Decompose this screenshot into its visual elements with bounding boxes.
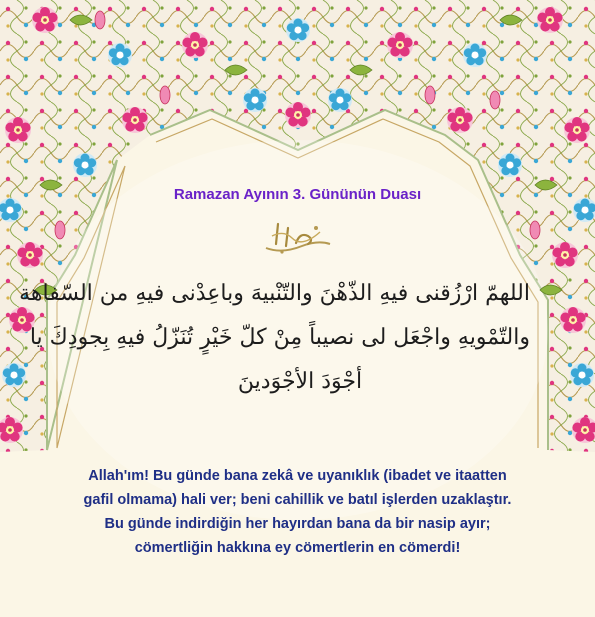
arabic-dua-text <box>19 272 530 404</box>
translation-line: gafil olmama) hali ver; beni cahillik ve batıl işlerden uzaklaştır. <box>83 492 512 508</box>
translation-line: cömertliğin hakkına ey cömertlerin en cömerdi! <box>134 540 461 556</box>
arabic-line: اللهمّ ارْزُقنى فيهِ الذّهْنَ والتّنْبيهَ وباعِدْنى فيهِ من السّفاهة <box>19 281 530 306</box>
translation-line: Allah'ım! Bu günde bana zekâ ve uyanıklık (ibadet ve itaatten <box>88 468 507 484</box>
arabic-line: والتّمْويهِ واجْعَل لى نصيباً مِنْ كلّ خَيْرٍ تُنَزّلُ فيهِ بِجودِكَ يا <box>29 325 530 350</box>
page-title: Ramazan Ayının 3. Gününün Duası <box>173 186 422 203</box>
turkish-translation <box>30 464 565 560</box>
calligraphy-emblem-icon <box>262 218 334 256</box>
translation-line: Bu günde indirdiğin her hayırdan bana da bir nasip ayır; <box>104 516 491 532</box>
arabic-line: أجْوَدَ الأجْوَدينَ <box>237 369 363 394</box>
